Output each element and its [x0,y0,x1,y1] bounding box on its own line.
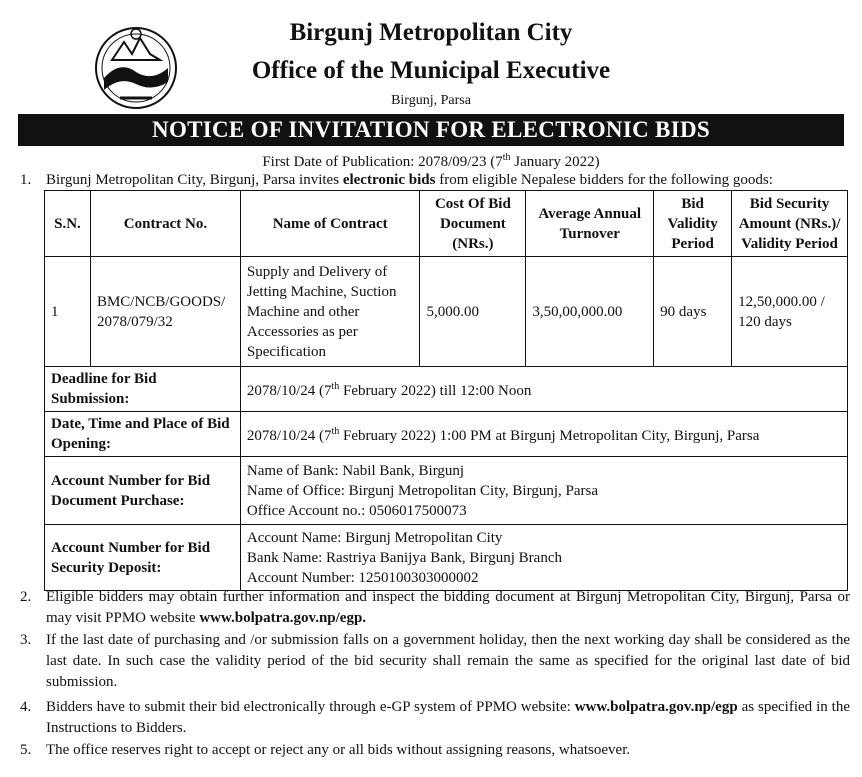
list-item-3: 3. If the last date of purchasing and /or submission falls on a government holiday, then the next working day shall be considered as the last date. In such case the validity period of the bid security shall remain the same as specified for the original last date of bid submission. [20,632,850,690]
header-validity: Bid Validity Period [654,191,732,257]
list-item-4: 4. Bidders have to submit their bid electronically through e-GP system of PPMO website: www.bolpatra.gov.np/egp as specified in the Instructions to Bidders. [20,699,850,736]
header-sn: S.N. [45,191,91,257]
header-contract-no: Contract No. [90,191,240,257]
deadline-row [45,367,848,412]
header-turnover: Average Annual Turnover [526,191,654,257]
cell-cost: 5,000.00 [420,257,526,367]
account-document-value: Name of Bank: Nabil Bank, Birgunj Name of Office: Birgunj Metropolitan City, Birgunj, Parsa Office Account no.: 0506017500073 [240,457,847,525]
opening-value: 2078/10/24 (7th February 2022) 1:00 PM at Birgunj Metropolitan City, Birgunj, Parsa [240,412,847,457]
notice-banner: NOTICE OF INVITATION FOR ELECTRONIC BIDS [18,114,844,146]
deadline-label: Deadline for Bid Submission: [45,367,241,412]
publication-date: First Date of Publication: 2078/09/23 (7th January 2022) [262,152,600,170]
list-item-5: 5. The office reserves right to accept or reject any or all bids without assigning reasons, whatsoever. [20,742,631,758]
account-security-row [45,525,848,591]
cell-security: 12,50,000.00 / 120 days [732,257,848,367]
table-header-row [45,191,848,257]
cell-contract-no: BMC/NCB/GOODS/ 2078/079/32 [90,257,240,367]
bid-table [44,190,848,591]
deadline-value: 2078/10/24 (7th February 2022) till 12:00 Noon [240,367,847,412]
cell-validity: 90 days [654,257,732,367]
cell-name: Supply and Delivery of Jetting Machine, Suction Machine and other Accessories as per Specification [240,257,420,367]
header-name: Name of Contract [240,191,420,257]
office-location: Birgunj, Parsa [391,93,471,108]
account-document-row [45,457,848,525]
account-security-value: Account Name: Birgunj Metropolitan City Bank Name: Rastriya Banijya Bank, Birgunj Branch Account Number: 1250100303000002 [240,525,847,591]
table-row [45,257,848,367]
page-subtitle: Office of the Municipal Executive [251,57,611,84]
cell-turnover: 3,50,00,000.00 [526,257,654,367]
page-title: Birgunj Metropolitan City [289,19,573,46]
opening-label: Date, Time and Place of Bid Opening: [45,412,241,457]
account-document-label: Account Number for Bid Document Purchase: [45,457,241,525]
header-security: Bid Security Amount (NRs.)/ Validity Period [732,191,848,257]
list-item-2: 2. Eligible bidders may obtain further information and inspect the bidding document at Birgunj Metropolitan City, Birgunj, Parsa or may visit PPMO website www.bolpatra.gov.np/egp. [20,589,850,626]
header-cost: Cost Of Bid Document (NRs.) [420,191,526,257]
list-item-1: 1. Birgunj Metropolitan City, Birgunj, Parsa invites electronic bids from eligible Nepalese bidders for the following goods: [20,172,773,188]
opening-row [45,412,848,457]
cell-sn: 1 [45,257,91,367]
account-security-label: Account Number for Bid Security Deposit: [45,525,241,591]
